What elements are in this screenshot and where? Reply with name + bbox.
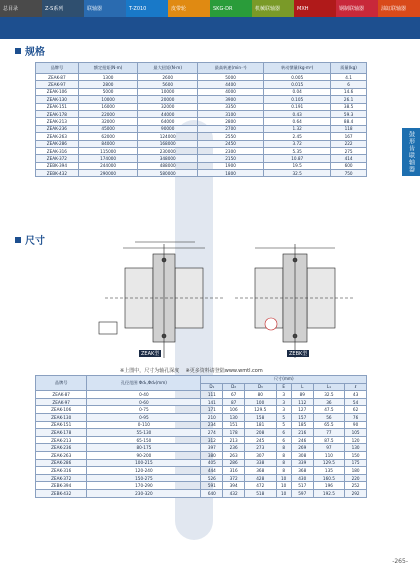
- table-cell: 110: [313, 451, 344, 459]
- table-row: [36, 110, 367, 117]
- table-cell: 129.5: [245, 406, 276, 414]
- table-cell: 394: [223, 482, 245, 490]
- table-cell: 230-320: [87, 489, 201, 497]
- table-cell: ZEAK-213: [36, 118, 79, 125]
- table-cell: 210: [201, 413, 223, 421]
- table-cell: 274: [201, 429, 223, 437]
- table-row: [36, 398, 367, 406]
- table-row: [36, 406, 367, 414]
- table-cell: 62: [345, 406, 367, 414]
- table-cell: 6: [276, 436, 291, 444]
- table-cell: 100: [245, 398, 276, 406]
- table-cell: ZEAK-263: [36, 133, 79, 140]
- dim-header-group: 尺寸(mm): [201, 376, 367, 384]
- table-cell: 64000: [138, 118, 198, 125]
- section-title-dimensions: [15, 232, 45, 247]
- spec-header-cell: 质量(kg): [331, 63, 367, 74]
- table-cell: 2800: [198, 118, 264, 125]
- dimension-table: [35, 375, 367, 498]
- table-cell: 32000: [138, 103, 198, 110]
- table-cell: ZEAK-286: [36, 140, 79, 147]
- table-row: [36, 489, 367, 497]
- spec-header-cell: 额定扭矩(N·m): [78, 63, 138, 74]
- table-cell: 414: [331, 155, 367, 162]
- table-cell: 19.5: [264, 162, 331, 169]
- table-cell: 245: [245, 436, 276, 444]
- dim-header-cell: E: [276, 383, 291, 391]
- table-cell: 428: [245, 474, 276, 482]
- table-cell: 158: [245, 413, 276, 421]
- table-row: [36, 459, 367, 467]
- table-cell: ZEAK-87: [36, 74, 79, 81]
- table-cell: 65.5: [313, 421, 344, 429]
- table-cell: 0-60: [87, 398, 201, 406]
- zeak-label: ZEAK型: [141, 351, 160, 357]
- table-cell: 47.5: [313, 406, 344, 414]
- table-cell: 244000: [78, 162, 138, 169]
- table-cell: ZEAK-97: [36, 81, 79, 88]
- table-cell: 10000: [138, 88, 198, 95]
- table-cell: 196: [313, 482, 344, 490]
- table-cell: 750: [331, 170, 367, 177]
- table-row: [36, 413, 367, 421]
- table-cell: 8: [276, 444, 291, 452]
- table-cell: 372: [223, 474, 245, 482]
- nav-item[interactable]: 联轴器: [84, 0, 126, 17]
- spec-header-cell: 品牌号: [36, 63, 79, 74]
- nav-item[interactable]: Z-S系列: [42, 0, 84, 17]
- table-cell: 38.5: [331, 103, 367, 110]
- table-cell: 178: [223, 429, 245, 437]
- table-cell: 338: [245, 459, 276, 467]
- table-cell: 397: [201, 444, 223, 452]
- table-cell: ZEBK-432: [36, 489, 87, 497]
- table-cell: 44000: [138, 110, 198, 117]
- nav-item[interactable]: 总目录: [0, 0, 42, 17]
- section-marker-icon: [15, 237, 21, 243]
- table-cell: 43: [345, 391, 367, 399]
- table-cell: 1300: [78, 74, 138, 81]
- table-cell: 3: [276, 406, 291, 414]
- table-cell: 2550: [198, 133, 264, 140]
- table-cell: 0.105: [264, 96, 331, 103]
- table-cell: 2450: [198, 140, 264, 147]
- table-cell: 472: [245, 482, 276, 490]
- table-cell: ZEAK-178: [36, 429, 87, 437]
- table-cell: 130: [223, 413, 245, 421]
- table-cell: ZEAK-130: [36, 96, 79, 103]
- table-cell: 517: [291, 482, 313, 490]
- table-cell: 112: [291, 398, 313, 406]
- table-cell: 2.45: [264, 133, 331, 140]
- table-cell: 84000: [78, 140, 138, 147]
- table-row: [36, 170, 367, 177]
- table-cell: 124000: [138, 133, 198, 140]
- table-cell: 263: [223, 451, 245, 459]
- table-cell: ZEAK-263: [36, 451, 87, 459]
- table-cell: 56: [313, 413, 344, 421]
- table-cell: 120-240: [87, 467, 201, 475]
- table-cell: 488000: [138, 162, 198, 169]
- table-row: [36, 482, 367, 490]
- table-cell: 216: [291, 429, 313, 437]
- table-cell: 222: [331, 140, 367, 147]
- table-cell: 2700: [198, 125, 264, 132]
- table-cell: 316: [223, 467, 245, 475]
- table-cell: 0-95: [87, 413, 201, 421]
- table-cell: ZEAK-236: [36, 125, 79, 132]
- table-cell: 167: [331, 133, 367, 140]
- table-cell: 88.4: [331, 118, 367, 125]
- table-row: [36, 467, 367, 475]
- table-cell: ZEAK-151: [36, 421, 87, 429]
- table-cell: 180: [345, 467, 367, 475]
- table-cell: ZEAK-213: [36, 436, 87, 444]
- nav-item[interactable]: SKG-DR: [210, 0, 252, 17]
- table-cell: 32.5: [264, 170, 331, 177]
- table-cell: 120: [345, 436, 367, 444]
- table-row: [36, 133, 367, 140]
- table-cell: 129.5: [313, 459, 344, 467]
- table-cell: 80: [245, 391, 276, 399]
- table-cell: 220: [345, 474, 367, 482]
- table-cell: ZEAK-372: [36, 155, 79, 162]
- table-cell: 208: [245, 429, 276, 437]
- nav-item[interactable]: 皮带轮: [168, 0, 210, 17]
- table-cell: 105: [345, 429, 367, 437]
- table-cell: 168000: [138, 140, 198, 147]
- table-cell: 273: [245, 444, 276, 452]
- table-cell: 181: [245, 421, 276, 429]
- table-row: [36, 444, 367, 452]
- table-cell: 526: [201, 474, 223, 482]
- table-cell: 4000: [198, 88, 264, 95]
- table-cell: 32.5: [313, 391, 344, 399]
- table-cell: 5: [276, 421, 291, 429]
- table-cell: 640: [201, 489, 223, 497]
- table-cell: 0.43: [264, 110, 331, 117]
- table-cell: 111: [201, 391, 223, 399]
- table-cell: 0-110: [87, 421, 201, 429]
- table-cell: ZEAK-316: [36, 147, 79, 154]
- table-cell: 432: [223, 489, 245, 497]
- table-cell: 45000: [78, 125, 138, 132]
- table-cell: 405: [201, 459, 223, 467]
- table-cell: 8: [276, 451, 291, 459]
- dim-header-cell: L: [291, 383, 313, 391]
- spec-header-cell: 最大扭矩(N·m): [138, 63, 198, 74]
- table-cell: ZEAK-151: [36, 103, 79, 110]
- table-cell: 14.6: [331, 88, 367, 95]
- table-cell: ZEAK-316: [36, 467, 87, 475]
- dim-header-cell: D₂: [223, 383, 245, 391]
- table-cell: 252: [345, 482, 367, 490]
- table-cell: 8: [276, 467, 291, 475]
- table-cell: 10000: [78, 96, 138, 103]
- header-banner: [0, 17, 420, 39]
- zebk-label: ZEBK型: [289, 351, 308, 357]
- table-row: [36, 74, 367, 81]
- table-cell: 0.005: [264, 74, 331, 81]
- table-row: [36, 474, 367, 482]
- table-cell: ZEAK-286: [36, 459, 87, 467]
- table-cell: 6: [331, 81, 367, 88]
- table-cell: 0.64: [264, 118, 331, 125]
- table-cell: 89: [291, 391, 313, 399]
- table-row: [36, 436, 367, 444]
- table-cell: 127: [291, 406, 313, 414]
- table-cell: 16000: [78, 103, 138, 110]
- table-cell: 368: [291, 467, 313, 475]
- table-cell: ZEAK-178: [36, 110, 79, 117]
- table-cell: 80-175: [87, 444, 201, 452]
- table-row: [36, 140, 367, 147]
- table-cell: 3350: [198, 103, 264, 110]
- table-cell: 157: [291, 413, 313, 421]
- table-cell: 2800: [78, 81, 138, 88]
- dim-header-cell: L₁: [313, 383, 344, 391]
- table-cell: 10: [276, 482, 291, 490]
- table-cell: 2600: [138, 74, 198, 81]
- table-cell: 170-290: [87, 482, 201, 490]
- table-cell: ZEAK-106: [36, 88, 79, 95]
- table-cell: 290000: [78, 170, 138, 177]
- table-row: [36, 451, 367, 459]
- table-cell: 3: [276, 398, 291, 406]
- table-cell: 77: [313, 429, 344, 437]
- table-cell: 600: [331, 162, 367, 169]
- spec-header-cell: 最高转速(min⁻¹): [198, 63, 264, 74]
- note-depth: ※上图中，尺寸为轴孔深度: [120, 368, 180, 374]
- table-row: [36, 96, 367, 103]
- table-row: [36, 162, 367, 169]
- table-cell: 3900: [198, 96, 264, 103]
- table-cell: 135: [313, 467, 344, 475]
- table-cell: 234: [201, 421, 223, 429]
- table-cell: 76: [345, 413, 367, 421]
- table-cell: ZEAK-236: [36, 444, 87, 452]
- table-cell: 275: [331, 147, 367, 154]
- table-cell: 10.87: [264, 155, 331, 162]
- table-cell: 3.72: [264, 140, 331, 147]
- table-cell: 230000: [138, 147, 198, 154]
- table-cell: 2300: [198, 147, 264, 154]
- table-cell: ZEAK-106: [36, 406, 87, 414]
- table-row: [36, 429, 367, 437]
- table-cell: 286: [223, 459, 245, 467]
- spec-header-cell: 转动惯量(kg·m²): [264, 63, 331, 74]
- table-cell: 54: [345, 398, 367, 406]
- table-cell: 118: [331, 125, 367, 132]
- note-url: ※更多资料请登陆www.wmtl.com: [185, 368, 263, 374]
- table-cell: 87: [223, 398, 245, 406]
- dim-header-cell: 品牌号: [36, 376, 87, 391]
- section-label: 尺寸: [25, 236, 45, 247]
- nav-item[interactable]: 钢制联轴器: [336, 0, 378, 17]
- table-cell: 339: [291, 459, 313, 467]
- table-cell: ZEAK-372: [36, 474, 87, 482]
- dim-header-cell: 孔径范围 Φd₁,Φd₂(mm): [87, 376, 201, 391]
- dim-header-cell: D₁: [201, 383, 223, 391]
- table-cell: 20000: [138, 96, 198, 103]
- section-title-spec: [15, 43, 45, 58]
- table-cell: 5600: [138, 81, 198, 88]
- table-cell: 100-215: [87, 459, 201, 467]
- table-cell: 150-275: [87, 474, 201, 482]
- table-cell: 10: [276, 474, 291, 482]
- section-marker-icon: [15, 48, 21, 54]
- table-cell: 307: [245, 451, 276, 459]
- table-cell: 292: [345, 489, 367, 497]
- table-cell: 174000: [78, 155, 138, 162]
- table-cell: 6: [276, 429, 291, 437]
- table-row: [36, 125, 367, 132]
- table-cell: 1800: [198, 170, 264, 177]
- table-cell: ZEBK-394: [36, 162, 79, 169]
- table-cell: 171: [201, 406, 223, 414]
- table-cell: 36: [313, 398, 344, 406]
- table-cell: 0.191: [264, 103, 331, 110]
- table-cell: 312: [201, 436, 223, 444]
- nav-item[interactable]: MXH: [294, 0, 336, 17]
- table-cell: 246: [291, 436, 313, 444]
- table-cell: 59.3: [331, 110, 367, 117]
- table-cell: ZEAK-87: [36, 391, 87, 399]
- table-cell: ZEBK-432: [36, 170, 79, 177]
- table-cell: 3100: [198, 110, 264, 117]
- table-cell: 90000: [138, 125, 198, 132]
- table-cell: 5000: [78, 88, 138, 95]
- table-cell: 430: [291, 474, 313, 482]
- table-cell: ZEBK-394: [36, 482, 87, 490]
- table-cell: 65-150: [87, 436, 201, 444]
- table-cell: ZEAK-130: [36, 413, 87, 421]
- table-cell: 308: [291, 451, 313, 459]
- nav-item[interactable]: 机械联轴器: [252, 0, 294, 17]
- table-cell: 97: [313, 444, 344, 452]
- table-row: [36, 103, 367, 110]
- table-cell: 150: [345, 451, 367, 459]
- table-row: [36, 118, 367, 125]
- table-cell: 67: [223, 391, 245, 399]
- table-cell: 115000: [78, 147, 138, 154]
- table-cell: 90-200: [87, 451, 201, 459]
- table-cell: 5: [276, 413, 291, 421]
- table-cell: ZEAK-97: [36, 398, 87, 406]
- note-text: [120, 367, 263, 374]
- table-cell: 87.5: [313, 436, 344, 444]
- table-cell: 62000: [78, 133, 138, 140]
- table-cell: 151: [223, 421, 245, 429]
- table-cell: 597: [291, 489, 313, 497]
- table-cell: 192.5: [313, 489, 344, 497]
- table-cell: 10: [276, 489, 291, 497]
- table-cell: 0-75: [87, 406, 201, 414]
- table-cell: 185: [291, 421, 313, 429]
- table-cell: 213: [223, 436, 245, 444]
- table-cell: 130: [345, 444, 367, 452]
- dim-header-cell: ℓ: [345, 383, 367, 391]
- table-cell: 1.32: [264, 125, 331, 132]
- table-cell: 4400: [198, 81, 264, 88]
- section-label: 规格: [25, 47, 45, 58]
- table-cell: 444: [201, 467, 223, 475]
- table-cell: 269: [291, 444, 313, 452]
- table-cell: 518: [245, 489, 276, 497]
- table-cell: 106: [223, 406, 245, 414]
- table-cell: 90: [345, 421, 367, 429]
- table-cell: 368: [245, 467, 276, 475]
- table-cell: 2150: [198, 155, 264, 162]
- side-tab[interactable]: 鼓形齿联轴器: [402, 128, 420, 176]
- table-cell: 4.1: [331, 74, 367, 81]
- table-row: [36, 391, 367, 399]
- spec-table: [35, 62, 367, 177]
- table-cell: 0-40: [87, 391, 201, 399]
- table-cell: 348000: [138, 155, 198, 162]
- top-nav-bar: [0, 0, 420, 17]
- page-number: -265-: [392, 558, 408, 565]
- nav-item[interactable]: 油缸联轴器: [378, 0, 420, 17]
- table-row: [36, 81, 367, 88]
- table-cell: 236: [223, 444, 245, 452]
- table-cell: 32000: [78, 118, 138, 125]
- table-cell: 1900: [198, 162, 264, 169]
- table-cell: 160.5: [313, 474, 344, 482]
- table-row: [36, 88, 367, 95]
- table-cell: 55-130: [87, 429, 201, 437]
- table-cell: 22000: [78, 110, 138, 117]
- table-row: [36, 155, 367, 162]
- table-cell: 5000: [198, 74, 264, 81]
- table-cell: 26.1: [331, 96, 367, 103]
- table-cell: 8: [276, 459, 291, 467]
- table-cell: 580000: [138, 170, 198, 177]
- dim-header-cell: D₃: [245, 383, 276, 391]
- table-row: [36, 147, 367, 154]
- coupling-drawing: [95, 240, 375, 365]
- table-cell: 141: [201, 398, 223, 406]
- table-cell: 175: [345, 459, 367, 467]
- table-cell: 591: [201, 482, 223, 490]
- table-row: [36, 421, 367, 429]
- table-cell: 3: [276, 391, 291, 399]
- table-cell: 5.35: [264, 147, 331, 154]
- table-cell: 380: [201, 451, 223, 459]
- table-cell: 0.04: [264, 88, 331, 95]
- table-cell: 0.015: [264, 81, 331, 88]
- nav-item[interactable]: T-Z010: [126, 0, 168, 17]
